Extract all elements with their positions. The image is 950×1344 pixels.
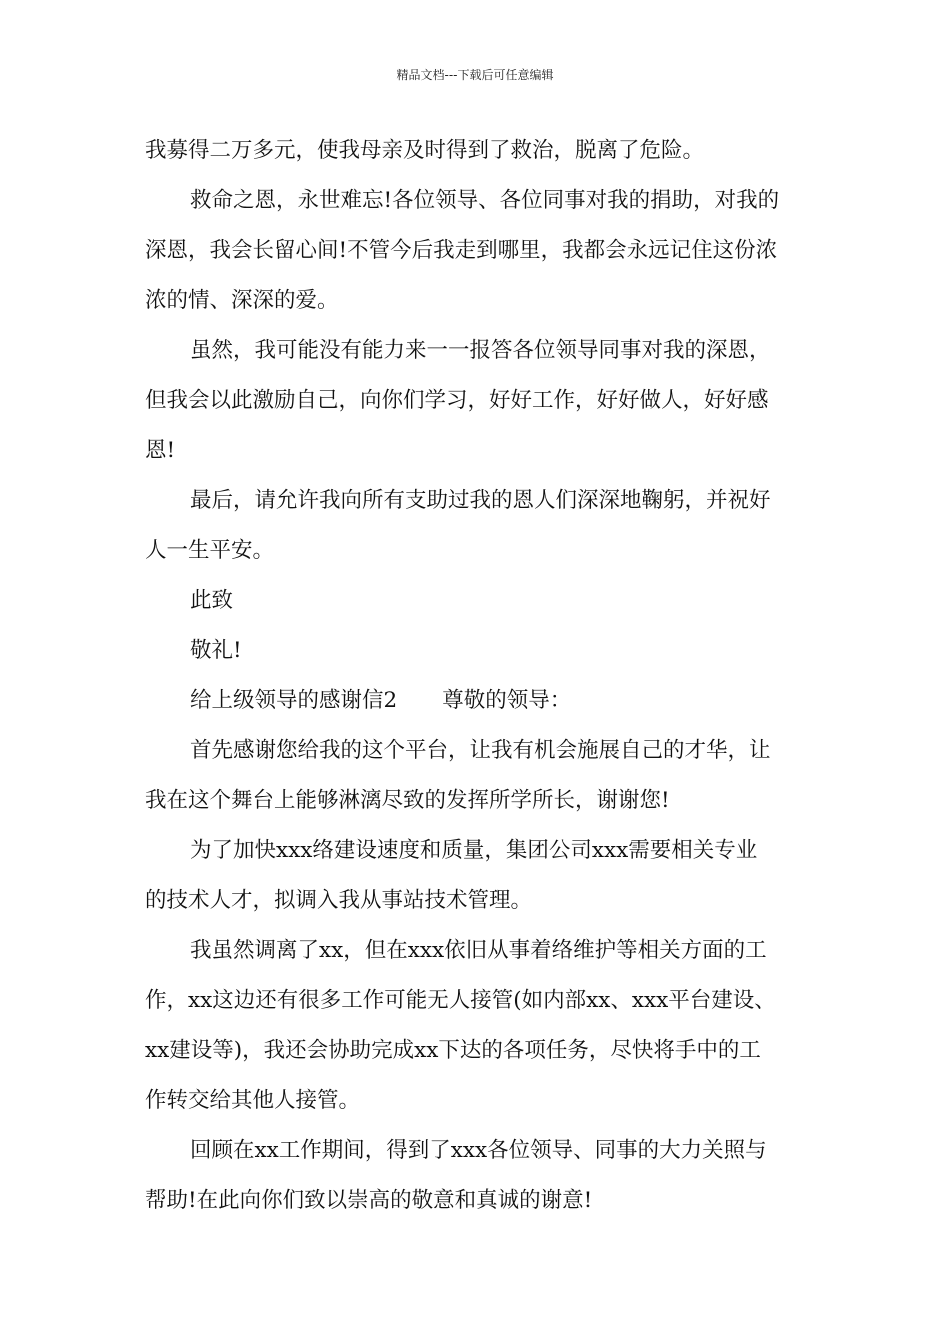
text-line: 浓的情、深深的爱。 [145, 288, 339, 313]
text-line: 为了加快xxx络建设速度和质量，集团公司xxx需要相关专业 [190, 838, 758, 863]
text-line: 虽然，我可能没有能力来一一报答各位领导同事对我的深恩， [190, 338, 771, 363]
text-line: 恩! [145, 438, 176, 463]
text-line: 作转交给其他人接管。 [145, 1088, 361, 1113]
text-line: 深恩，我会长留心间!不管今后我走到哪里，我都会永远记住这份浓 [145, 238, 778, 263]
text-line: 我在这个舞台上能够淋漓尽致的发挥所学所长，谢谢您! [145, 788, 670, 813]
closing-line: 敬礼! [190, 638, 242, 663]
text-line: 回顾在xx工作期间，得到了xxx各位领导、同事的大力关照与 [190, 1138, 767, 1163]
letter-body [145, 126, 835, 1226]
letter-title: 给上级领导的感谢信2 [190, 688, 398, 713]
text-line: 但我会以此激励自己，向你们学习，好好工作，好好做人，好好感 [145, 388, 769, 413]
text-line: 人一生平安。 [145, 538, 275, 563]
text-line: 最后，请允许我向所有支助过我的恩人们深深地鞠躬，并祝好 [190, 488, 771, 513]
text-line: 我募得二万多元，使我母亲及时得到了救治，脱离了危险。 [145, 138, 705, 163]
page-header: 精品文档---下载后可任意编辑 [396, 68, 554, 82]
text-line: 作，xx这边还有很多工作可能无人接管(如内部xx、xxx平台建设、 [145, 988, 776, 1013]
text-line: 首先感谢您给我的这个平台，让我有机会施展自己的才华，让 [190, 738, 771, 763]
text-line: 我虽然调离了xx，但在xxx依旧从事着络维护等相关方面的工 [190, 938, 767, 963]
text-line: 的技术人才，拟调入我从事站技术管理。 [145, 888, 533, 913]
text-line: 救命之恩，永世难忘!各位领导、各位同事对我的捐助，对我的 [190, 188, 780, 213]
salutation: 尊敬的领导： [442, 688, 572, 713]
text-line: xx建设等)，我还会协助完成xx下达的各项任务，尽快将手中的工 [145, 1038, 761, 1063]
closing-line: 此致 [190, 588, 234, 613]
text-line: 帮助!在此向你们致以崇高的敬意和真诚的谢意! [145, 1188, 593, 1213]
letter-heading-line [145, 676, 835, 726]
